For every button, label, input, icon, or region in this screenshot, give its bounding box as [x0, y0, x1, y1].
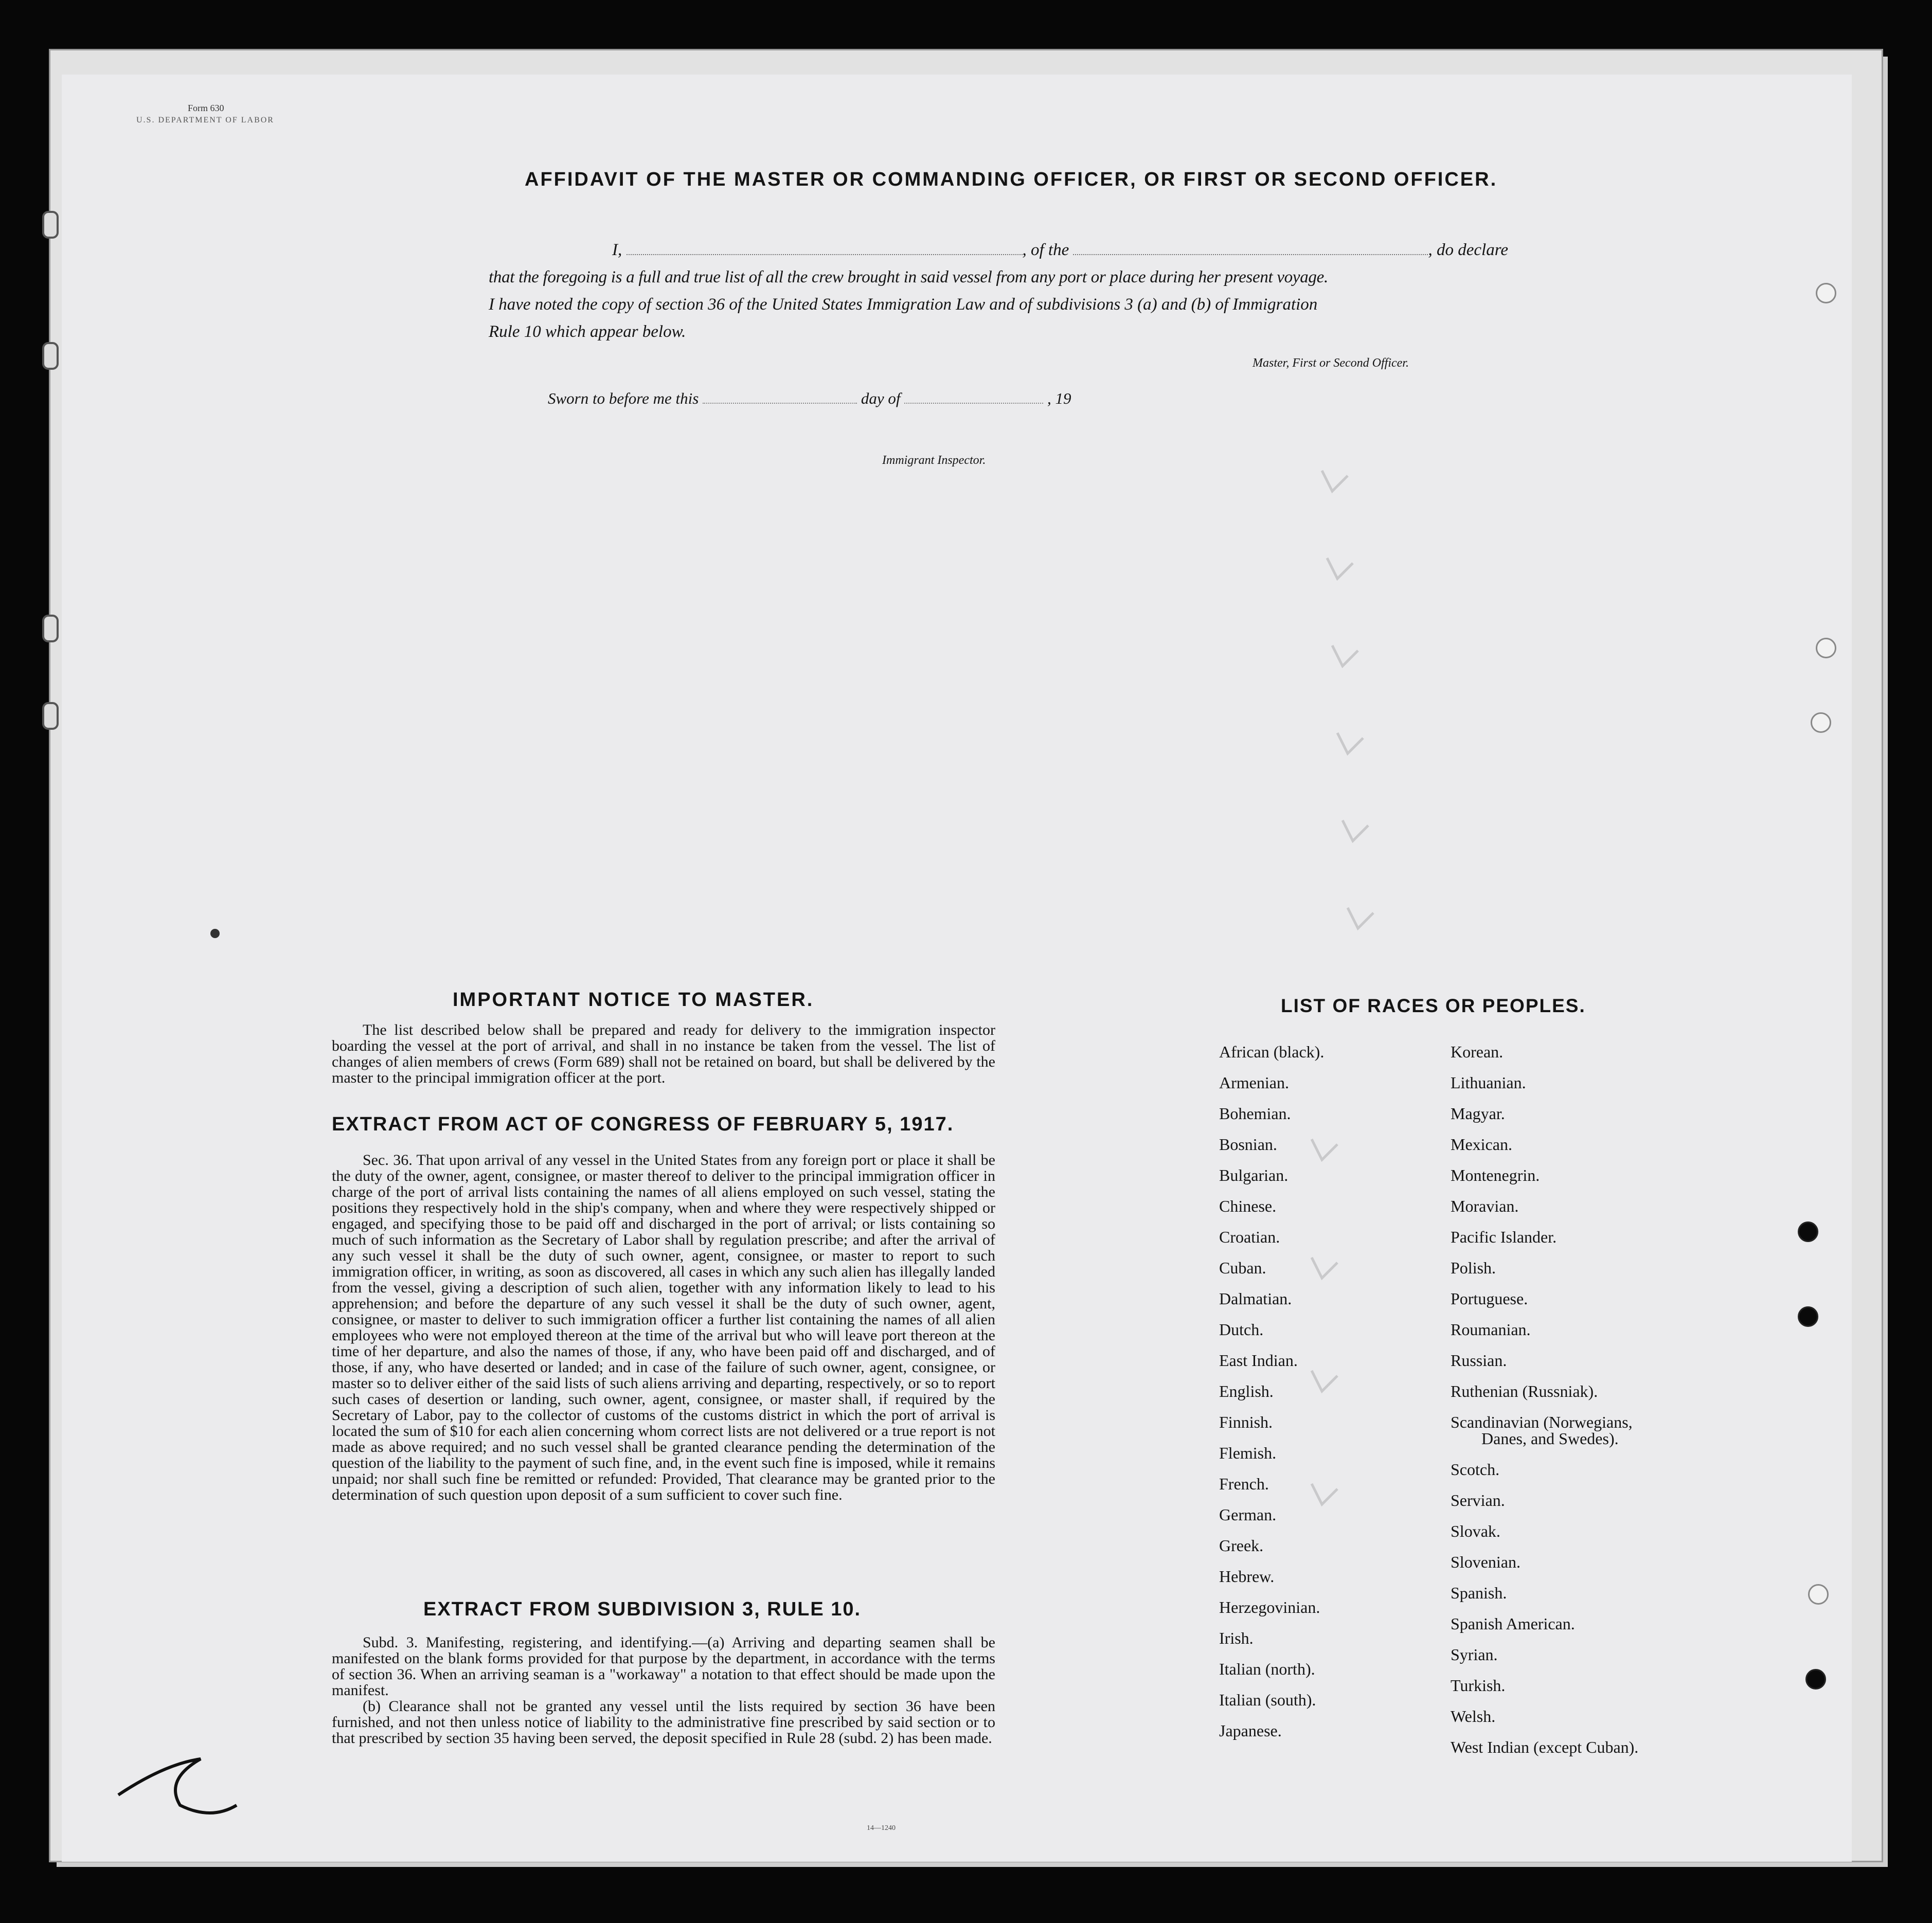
- race-item: Bohemian.: [1219, 1104, 1291, 1123]
- handwritten-mark: [118, 1759, 237, 1813]
- race-item: Pacific Islander.: [1451, 1228, 1557, 1246]
- affidavit-title: AFFIDAVIT OF THE MASTER OR COMMANDING OFFICER, OR FIRST OR SECOND OFFICER.: [525, 169, 1498, 190]
- race-item: Spanish.: [1451, 1584, 1507, 1602]
- form-number: Form 630: [188, 103, 224, 113]
- race-item: Slovenian.: [1451, 1553, 1520, 1571]
- race-item: Cuban.: [1219, 1259, 1266, 1277]
- race-item: Scandinavian (Norwegians,: [1451, 1413, 1633, 1431]
- race-item: Roumanian.: [1451, 1320, 1531, 1339]
- extract-rule-title: EXTRACT FROM SUBDIVISION 3, RULE 10.: [423, 1598, 862, 1620]
- checkmark: [1312, 1257, 1337, 1278]
- document-page: [62, 75, 1852, 1862]
- extract-act-text: Sec. 36. That upon arrival of any vessel in the United States from any foreign port or place it shall be the duty of the owner, agent, consignee, or master thereof to deliver to the principal immigration officer in charge of the port of arrival lists containing the names of all aliens employed on such vessel, stating the positions they respectively hold in the ship's company, when and where they were respectively shipped or engaged, and specifying those to be paid off and discharged in the port of arrival; or lists containing so much of such information as the Secretary of Labor shall by regulation prescribe; and after the arrival of any such vessel it shall be the duty of such owner, agent, consignee, or master to report to such immigration officer, in writing, as soon as discovered, all cases in which any such alien has illegally landed from the vessel, giving a description of such alien, together with any information likely to lead to his apprehension; and before the departure of any such vessel it shall be the duty of such owner, agent, consignee, or master to deliver to such immigration officer a further list containing the names of all alien employees who were not employed thereon at the time of the arrival but who will leave port thereon at the time of her departure, and also the names of those, if any, who have been paid off and discharged, and of those, if any, who have deserted or landed; and in case of the failure of such owner, agent, consignee, or master so to deliver either of the said lists of such aliens arriving and departing, respectively, or so to report such cases of desertion or landing, such owner, agent, consignee, or master shall, if required by the Secretary of Labor, pay to the collector of customs of the customs district in which the port of arrival is located the sum of $10 for each alien concerning whom correct lists are not delivered or a true report is not made as above required; and no such vessel shall be granted clearance pending the determination of the question of the liability to the payment of such fine, and, in the event such fine is imposed, while it remains unpaid; nor shall such fine be remitted or refunded: Provided, That clearance may be granted prior to the determination of such question upon deposit of a sum sufficient to cover such fine.: [332, 1152, 995, 1503]
- rule-para-a: Subd. 3. Manifesting, registering, and identifying.—(a) Arriving and departing seamen shall be manifested on the blank forms provided for that purpose by the department, in accordance with the terms of section 36. When an arriving seaman is a "workaway" a notation to that effect should be made upon the manifest.: [332, 1634, 995, 1699]
- punch-hole-dark: [1798, 1306, 1818, 1327]
- race-item: Korean.: [1451, 1043, 1504, 1061]
- race-item: Italian (north).: [1219, 1660, 1315, 1678]
- race-item: Scotch.: [1451, 1460, 1500, 1479]
- punch-hole: [1811, 712, 1831, 733]
- race-item: Herzegovinian.: [1219, 1598, 1320, 1616]
- race-item: Dutch.: [1219, 1320, 1264, 1339]
- binder-clip: [42, 702, 59, 730]
- binder-clip: [42, 615, 59, 642]
- race-item: German.: [1219, 1505, 1277, 1524]
- race-item: Bulgarian.: [1219, 1166, 1289, 1184]
- race-item: Montenegrin.: [1451, 1166, 1540, 1184]
- ink-spot: [210, 929, 220, 938]
- race-item: African (black).: [1219, 1043, 1325, 1061]
- race-item: Bosnian.: [1219, 1135, 1277, 1154]
- officer-signature-label: Master, First or Second Officer.: [1253, 356, 1409, 370]
- checkmark: [1312, 1484, 1337, 1504]
- race-item: French.: [1219, 1475, 1269, 1493]
- affidavit-line2: that the foregoing is a full and true list of all the crew brought in said vessel from any port or place during her present voyage.: [489, 268, 1328, 286]
- affidavit-i: I,: [612, 241, 622, 259]
- department-name: U.S. DEPARTMENT OF LABOR: [136, 116, 274, 124]
- inspector-signature-label: Immigrant Inspector.: [882, 454, 986, 467]
- affidavit-declare: , do declare: [1428, 241, 1508, 259]
- race-item: Polish.: [1451, 1259, 1496, 1277]
- race-item: Hebrew.: [1219, 1567, 1275, 1586]
- checkmark: [1332, 645, 1358, 666]
- race-item: Irish.: [1219, 1629, 1254, 1647]
- faint-checkmarks: [62, 75, 1852, 1862]
- race-item: Lithuanian.: [1451, 1073, 1526, 1092]
- checkmark: [1327, 558, 1353, 579]
- punch-hole: [1816, 638, 1836, 658]
- race-item: Turkish.: [1451, 1676, 1506, 1695]
- race-item: Japanese.: [1219, 1721, 1282, 1740]
- sworn-prefix: Sworn to before me this: [548, 389, 699, 407]
- checkmark: [1322, 471, 1348, 491]
- race-item: Russian.: [1451, 1351, 1507, 1370]
- print-code: 14—1240: [867, 1824, 896, 1832]
- binder-clip: [42, 211, 59, 239]
- sworn-year: , 19: [1047, 389, 1071, 407]
- extract-act-title: EXTRACT FROM ACT OF CONGRESS OF FEBRUARY 5, 1917.: [332, 1113, 954, 1135]
- race-item: Magyar.: [1451, 1104, 1505, 1123]
- binder-clip: [42, 342, 59, 370]
- race-item: Greek.: [1219, 1536, 1264, 1555]
- affidavit-line4: Rule 10 which appear below.: [489, 322, 686, 341]
- race-item: Croatian.: [1219, 1228, 1280, 1246]
- race-item: Servian.: [1451, 1491, 1505, 1509]
- race-item: Chinese.: [1219, 1197, 1277, 1215]
- race-item: Portuguese.: [1451, 1289, 1528, 1308]
- race-item: Flemish.: [1219, 1444, 1277, 1462]
- race-item: Danes, and Swedes).: [1481, 1429, 1619, 1448]
- affidavit-line3: I have noted the copy of section 36 of the United States Immigration Law and of subdivisions 3 (a) and (b) of Immigration: [489, 295, 1318, 314]
- race-item: Italian (south).: [1219, 1691, 1316, 1709]
- checkmark: [1337, 733, 1363, 753]
- race-item: English.: [1219, 1382, 1274, 1400]
- race-item: Slovak.: [1451, 1522, 1500, 1540]
- notice-title: IMPORTANT NOTICE TO MASTER.: [453, 989, 814, 1011]
- race-item: Dalmatian.: [1219, 1289, 1292, 1308]
- checkmark: [1348, 908, 1373, 928]
- race-item: Welsh.: [1451, 1707, 1496, 1726]
- punch-hole: [1808, 1584, 1829, 1605]
- race-item: West Indian (except Cuban).: [1451, 1738, 1639, 1756]
- race-item: Syrian.: [1451, 1645, 1498, 1664]
- affidavit-of-the: , of the: [1022, 241, 1069, 259]
- punch-hole: [1816, 283, 1836, 303]
- checkmark: [1343, 820, 1368, 841]
- sworn-day: day of: [861, 389, 901, 407]
- race-item: East Indian.: [1219, 1351, 1298, 1370]
- race-item: Ruthenian (Russniak).: [1451, 1382, 1598, 1400]
- race-item: Spanish American.: [1451, 1614, 1575, 1633]
- checkmark: [1312, 1139, 1337, 1160]
- races-title: LIST OF RACES OR PEOPLES.: [1281, 995, 1586, 1016]
- race-item: Finnish.: [1219, 1413, 1273, 1431]
- punch-hole-dark: [1798, 1221, 1818, 1242]
- rule-para-b: (b) Clearance shall not be granted any vessel until the lists required by section 36 have been furnished, and not then unless notice of liability to the administrative fine prescribed by said section or to that prescribed by section 35 having been served, the deposit specified in Rule 28 (subd. 2) has been made.: [332, 1698, 995, 1747]
- notice-text: The list described below shall be prepared and ready for delivery to the immigration inspector boarding the vessel at the port of arrival, and shall in no instance be taken from the vessel. The list of changes of alien members of crews (Form 689) shall not be retained on board, but shall be delivered by the master to the principal immigration officer at the port.: [332, 1021, 995, 1086]
- race-item: Mexican.: [1451, 1135, 1512, 1154]
- punch-hole-dark: [1805, 1669, 1826, 1690]
- race-item: Armenian.: [1219, 1073, 1289, 1092]
- race-item: Moravian.: [1451, 1197, 1519, 1215]
- checkmark: [1312, 1371, 1337, 1391]
